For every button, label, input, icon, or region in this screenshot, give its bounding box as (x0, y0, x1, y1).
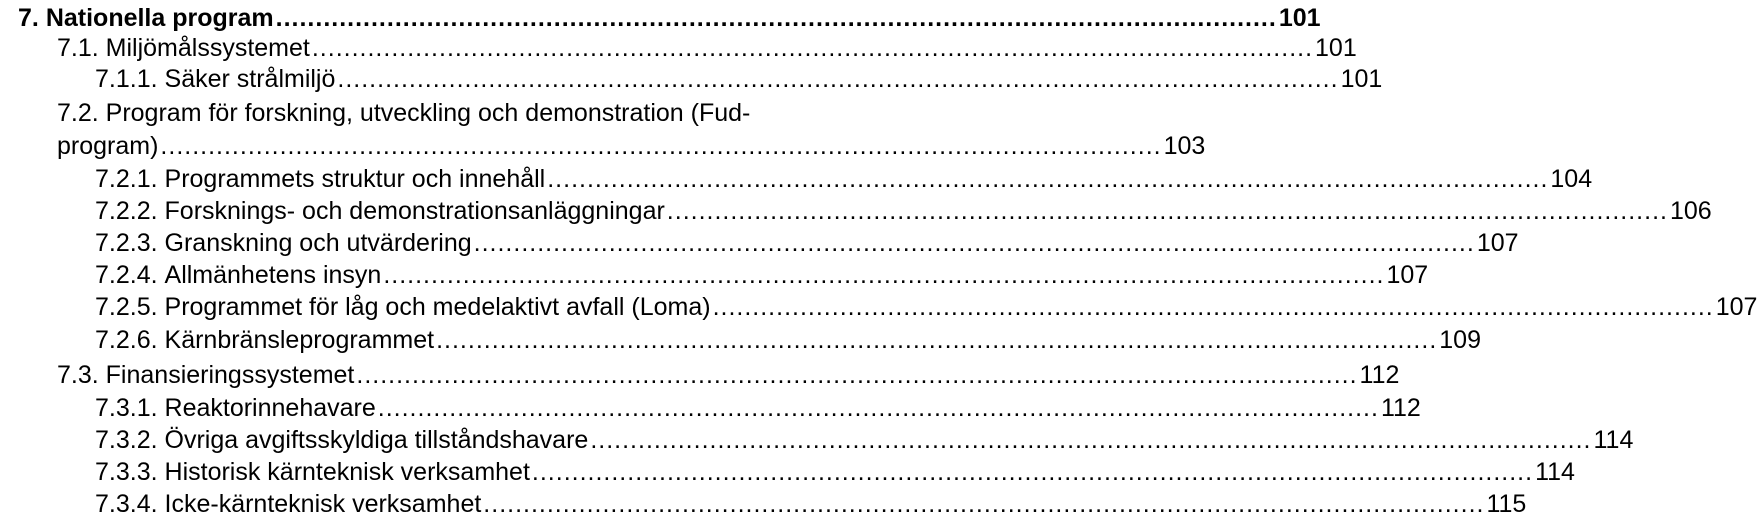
toc-entry-number: 7.2.6. (95, 326, 158, 354)
toc-entry-title: Program för forskning, utveckling och demonstration (Fud- (105, 99, 751, 127)
toc-entry-number: 7.2.1. (95, 165, 158, 193)
leader-dots: .............................................................................................................................. (337, 65, 1339, 93)
leader-dots: .............................................................................................................................. (356, 361, 1358, 389)
toc-entry-title: Övriga avgiftsskyldiga tillståndshavare (164, 426, 589, 454)
toc-entry-7-2-1[interactable] (0, 161, 1593, 193)
toc-entry-title: Miljömålssystemet (105, 34, 310, 62)
toc-entry-page: 107 (1386, 261, 1429, 289)
leader-dots: .............................................................................................................................. (160, 132, 1162, 160)
leader-dots: .............................................................................................................................. (436, 326, 1438, 354)
toc-entry-title: Programmets struktur och innehåll (164, 165, 546, 193)
leader-dots: .............................................................................................................................. (473, 229, 1475, 257)
toc-entry-7[interactable] (0, 0, 1321, 32)
toc-entry-7-2-5[interactable] (0, 289, 1757, 321)
leader-dots: .............................................................................................................................. (547, 165, 1549, 193)
toc-entry-number: 7.3.3. (95, 458, 158, 486)
toc-entry-7-3-2[interactable] (0, 422, 1634, 454)
toc-entry-page: 107 (1715, 293, 1757, 321)
toc-entry-number: 7.2. (57, 99, 99, 127)
toc-entry-title: Nationella program (45, 4, 274, 32)
toc-entry-number: 7.2.5. (95, 293, 158, 321)
toc-entry-number: 7.3.2. (95, 426, 158, 454)
toc-entry-7-3-3[interactable] (0, 454, 1575, 486)
toc-entry-7-3-4[interactable] (0, 486, 1527, 518)
toc-entry-page: 114 (1593, 426, 1634, 454)
toc-entry-number: 7.2.3. (95, 229, 158, 257)
toc-entry-7-2-6[interactable] (0, 322, 1481, 354)
toc-entry-title: Forsknings- och demonstrationsanläggningar (164, 197, 665, 225)
toc-entry-title: Reaktorinnehavare (164, 394, 376, 422)
toc-entry-title: Finansieringssystemet (105, 361, 355, 389)
toc-entry-page: 114 (1535, 458, 1575, 486)
toc-entry-number: 7.1. (57, 34, 99, 62)
toc-entry-number: 7. (18, 4, 39, 32)
toc-entry-title: Icke-kärnteknisk verksamhet (164, 490, 482, 518)
toc-entry-title: Historisk kärnteknisk verksamhet (164, 458, 530, 486)
toc-entry-7-2[interactable] (0, 95, 945, 127)
toc-entry-7-2-3[interactable] (0, 225, 1519, 257)
toc-entry-title: Allmänhetens insyn (164, 261, 382, 289)
toc-entry-page: 103 (1163, 132, 1206, 160)
toc-entry-page: 109 (1439, 326, 1481, 354)
leader-dots: .............................................................................................................................. (590, 426, 1592, 454)
toc-entry-7-2-2[interactable] (0, 193, 1712, 225)
toc-entry-number: 7.3. (57, 361, 99, 389)
leader-dots: .............................................................................................................................. (712, 293, 1714, 321)
toc-entry-number: 7.2.4. (95, 261, 158, 289)
toc-entry-7-1[interactable] (0, 30, 1357, 62)
toc-entry-page: 104 (1550, 165, 1593, 193)
leader-dots: .............................................................................................................................. (311, 34, 1314, 62)
toc-entry-title: Säker strålmiljö (164, 65, 336, 93)
leader-dots: .............................................................................................................................. (377, 394, 1379, 422)
toc-entry-7-2-continued[interactable] (0, 128, 1206, 160)
toc-entry-page: 101 (1340, 65, 1383, 93)
leader-dots: .............................................................................................................................. (483, 490, 1485, 518)
toc-entry-7-3-1[interactable] (0, 390, 1421, 422)
toc-entry-page: 112 (1380, 394, 1421, 422)
toc-entry-title: program) (57, 132, 159, 160)
toc-entry-number: 7.3.4. (95, 490, 158, 518)
toc-entry-title: Kärnbränsleprogrammet (164, 326, 435, 354)
toc-entry-number: 7.2.2. (95, 197, 158, 225)
toc-entry-number: 7.1.1. (95, 65, 158, 93)
toc-entry-page: 101 (1278, 4, 1321, 32)
leader-dots: .............................................................................................................................. (275, 4, 1277, 32)
leader-dots: .............................................................................................................................. (666, 197, 1668, 225)
toc-entry-page: 115 (1486, 490, 1527, 518)
toc-entry-7-3[interactable] (0, 357, 1400, 389)
toc-entry-7-2-4[interactable] (0, 257, 1429, 289)
toc-entry-title: Programmet för låg och medelaktivt avfall (Loma) (164, 293, 711, 321)
toc-entry-7-1-1[interactable] (0, 61, 1383, 93)
toc-entry-title: Granskning och utvärdering (164, 229, 472, 257)
toc-entry-page: 112 (1359, 361, 1400, 389)
toc-entry-number: 7.3.1. (95, 394, 158, 422)
toc-entry-page: 106 (1669, 197, 1712, 225)
leader-dots: .............................................................................................................................. (383, 261, 1385, 289)
leader-dots: .............................................................................................................................. (531, 458, 1534, 486)
toc-entry-page: 107 (1476, 229, 1519, 257)
toc-entry-page: 101 (1315, 34, 1357, 62)
